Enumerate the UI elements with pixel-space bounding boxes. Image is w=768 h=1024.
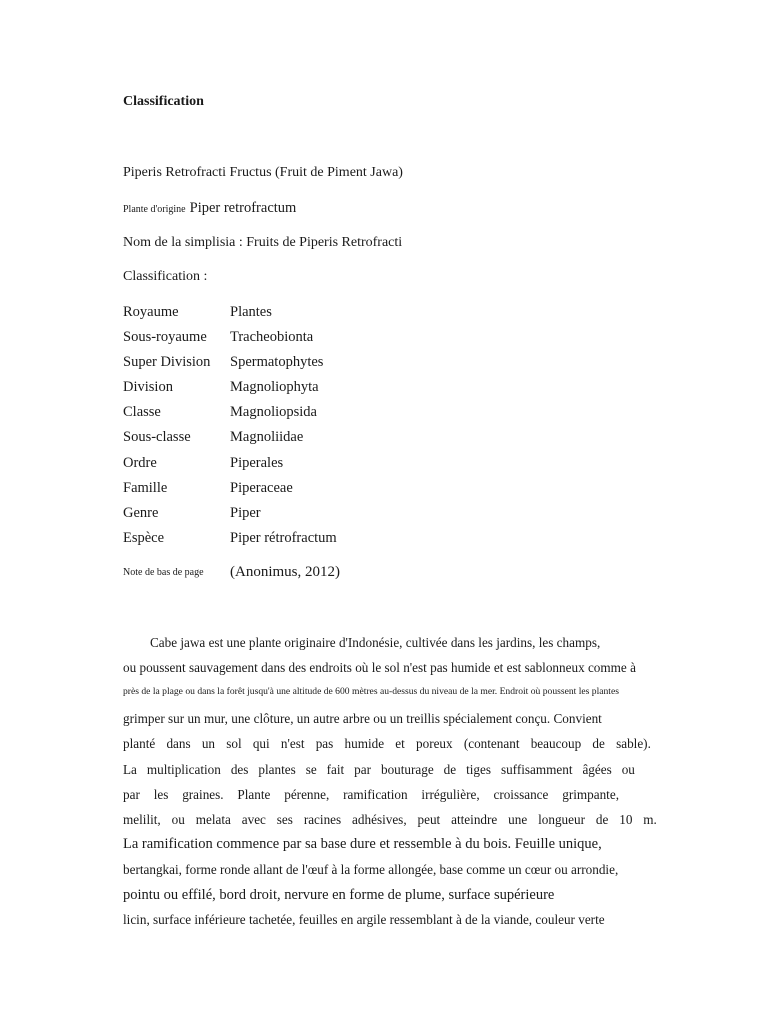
word: bouturage	[380, 762, 434, 777]
word: melata	[195, 812, 231, 827]
word: âgées	[582, 762, 612, 777]
word: multiplication	[146, 762, 221, 777]
word: des	[230, 762, 249, 777]
taxonomy-rank: Sous-royaume	[123, 329, 207, 345]
word: humide	[344, 736, 385, 751]
word: par	[354, 762, 372, 777]
word: ses	[276, 812, 293, 827]
word: n'est	[280, 736, 305, 751]
taxonomy-value: Piperaceae	[230, 480, 293, 496]
word: racines	[303, 812, 342, 827]
paragraph-line	[123, 812, 657, 828]
word: ou	[621, 762, 635, 777]
taxonomy-value: Plantes	[230, 304, 272, 320]
taxonomy-rank: Espèce	[123, 530, 165, 546]
paragraph-line: grimper sur un mur, une clôture, un autre arbre ou un treillis spécialement conçu. Convient	[123, 711, 602, 726]
word: sable).	[616, 736, 651, 751]
word: 10	[619, 812, 633, 827]
taxonomy-value: Magnoliidae	[230, 429, 304, 445]
paragraph-line: Cabe jawa est une plante originaire d'Indonésie, cultivée dans les jardins, les champs,	[150, 635, 601, 650]
paragraph-line	[123, 762, 635, 778]
taxonomy-rank: Genre	[123, 505, 159, 521]
origin-line	[123, 199, 296, 217]
taxonomy-value: Tracheobionta	[230, 329, 314, 345]
word: poreux	[416, 736, 453, 751]
word: planté	[123, 736, 156, 751]
word: plantes	[258, 762, 296, 777]
word: (contenant	[463, 736, 520, 751]
simplisia-name: Nom de la simplisia : Fruits de Piperis Retrofracti	[123, 235, 403, 250]
word: de	[592, 736, 605, 751]
taxonomy-rank: Royaume	[123, 304, 179, 320]
word: beaucoup	[530, 736, 582, 751]
drug-name: Piperis Retrofracti Fructus (Fruit de Piment Jawa)	[123, 165, 403, 180]
word: de	[595, 812, 609, 827]
word: adhésives,	[352, 812, 407, 827]
word: dans	[166, 736, 191, 751]
word: de	[443, 762, 457, 777]
word: graines.	[182, 787, 224, 802]
word: fait	[326, 762, 345, 777]
word: peut	[417, 812, 441, 827]
word: croissance	[493, 787, 549, 802]
paragraph-line	[123, 787, 619, 803]
word: ou	[171, 812, 185, 827]
paragraph-line: licin, surface inférieure tachetée, feuilles en argile ressemblant à de la viande, couleur verte	[123, 912, 605, 927]
word: qui	[252, 736, 270, 751]
word: une	[508, 812, 528, 827]
word: tiges	[466, 762, 491, 777]
section-heading: Classification	[123, 94, 204, 109]
paragraph-line: ou poussent sauvagement dans des endroits où le sol n'est pas humide et est sablonneux comme à	[123, 660, 636, 675]
taxonomy-rank: Super Division	[123, 354, 211, 370]
origin-value: Piper retrofractum	[189, 200, 297, 216]
taxonomy-value: Piperales	[230, 455, 284, 471]
taxonomy-rank: Famille	[123, 480, 168, 496]
classification-label: Classification :	[123, 269, 208, 284]
word: La	[123, 762, 137, 777]
word: un	[201, 736, 216, 751]
word: les	[153, 787, 169, 802]
paragraph-line: La ramification commence par sa base dure et ressemble à du bois. Feuille unique,	[123, 836, 602, 852]
word: et	[395, 736, 405, 751]
taxonomy-value: Magnoliophyta	[230, 379, 319, 395]
origin-label: Plante d'origine	[123, 204, 186, 215]
taxonomy-rank: Classe	[123, 404, 161, 420]
word: m.	[643, 812, 657, 827]
word: par	[123, 787, 140, 802]
taxonomy-value: Piper rétrofractum	[230, 530, 337, 546]
word: longueur	[538, 812, 585, 827]
paragraph-line	[123, 736, 651, 752]
word: avec	[241, 812, 266, 827]
word: irrégulière,	[421, 787, 480, 802]
paragraph-line: bertangkai, forme ronde allant de l'œuf à la forme allongée, base comme un cœur ou arrondie,	[123, 862, 619, 877]
word: melilit,	[123, 812, 161, 827]
taxonomy-rank: Sous-classe	[123, 429, 191, 445]
word: se	[305, 762, 317, 777]
taxonomy-value: Piper	[230, 505, 261, 521]
word: Plante	[237, 787, 271, 802]
paragraph-line: près de la plage ou dans la forêt jusqu'à une altitude de 600 mètres au-dessus du niveau de la mer. Endroit où poussent les plantes	[123, 686, 619, 697]
taxonomy-rank: Division	[123, 379, 173, 395]
paragraph-line: pointu ou effilé, bord droit, nervure en forme de plume, surface supérieure	[123, 887, 555, 903]
word: sol	[226, 736, 242, 751]
taxonomy-rank: Ordre	[123, 455, 157, 471]
word: atteindre	[451, 812, 498, 827]
word: suffisamment	[500, 762, 573, 777]
taxonomy-value: Spermatophytes	[230, 354, 324, 370]
word: pérenne,	[284, 787, 330, 802]
footnote-citation: (Anonimus, 2012)	[230, 564, 340, 580]
footnote-label: Note de bas de page	[123, 567, 204, 578]
word: grimpante,	[562, 787, 619, 802]
taxonomy-value: Magnoliopsida	[230, 404, 317, 420]
word: ramification	[343, 787, 408, 802]
word: pas	[315, 736, 334, 751]
